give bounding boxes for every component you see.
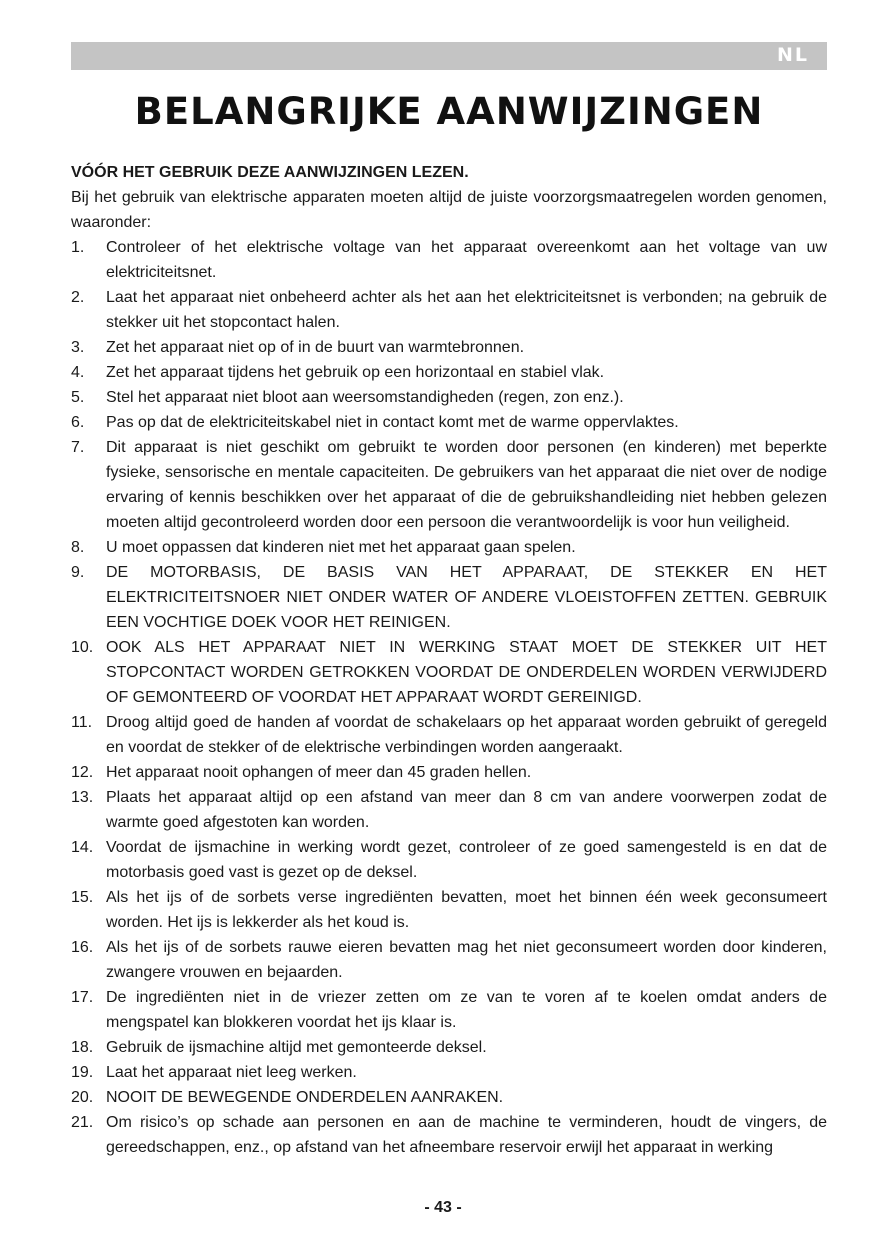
list-item-text: Controleer of het elektrische voltage van het apparaat overeenkomt aan het voltage van uw elektriciteitsnet. [106, 239, 827, 281]
list-item [71, 985, 827, 1035]
list-item-number: 14. [71, 839, 94, 856]
list-item-number: 12. [71, 764, 94, 781]
list-item-text: Plaats het apparaat altijd op een afstand van meer dan 8 cm van andere voorwerpen zodat de warmte goed afgestoten kan worden. [106, 789, 827, 831]
page-title: BELANGRIJKE AANWIJZINGEN [134, 90, 764, 133]
list-item-number: 5. [71, 389, 85, 406]
list-item-number: 7. [71, 439, 85, 456]
list-item-text: Als het ijs of de sorbets rauwe eieren bevatten mag het niet geconsumeert worden door kinderen, zwangere vrouwen en bejaarden. [106, 939, 827, 981]
list-item-number: 17. [71, 989, 94, 1006]
language-code: NL [776, 44, 809, 66]
list-item-text: NOOIT DE BEWEGENDE ONDERDELEN AANRAKEN. [106, 1089, 504, 1106]
intro-paragraph: Bij het gebruik van elektrische apparaten moeten altijd de juiste voorzorgsmaatregelen worden genomen, waaronder: [71, 189, 827, 231]
list-item-text: Dit apparaat is niet geschikt om gebruikt te worden door personen (en kinderen) met beperkte fysieke, sensorische en mentale capaciteiten. De gebruikers van het apparaat die niet over de nodige ervaring of kennis beschikken over het apparaat of die de gebruikshandleiding niet hebben gelezen moeten altijd gecontroleerd worden door een persoon die verantwoordelijk is voor hun veiligheid. [106, 439, 827, 531]
list-item-text: De ingrediënten niet in de vriezer zetten om ze van te voren af te koelen omdat anders de mengspatel kan blokkeren voordat het ijs klaar is. [106, 989, 827, 1031]
list-item-text: Stel het apparaat niet bloot aan weersomstandigheden (regen, zon enz.). [106, 389, 624, 406]
list-item-text: U moet oppassen dat kinderen niet met het apparaat gaan spelen. [106, 539, 576, 556]
list-item [71, 835, 827, 885]
list-item [71, 1110, 827, 1160]
list-item [71, 235, 827, 285]
instruction-list [71, 235, 827, 1160]
list-item-text: Zet het apparaat tijdens het gebruik op een horizontaal en stabiel vlak. [106, 364, 605, 381]
page-number: - 43 - [424, 1199, 462, 1216]
list-item [71, 535, 827, 560]
list-item-text: Laat het apparaat niet leeg werken. [106, 1064, 357, 1081]
list-item-text: Gebruik de ijsmachine altijd met gemonteerde deksel. [106, 1039, 487, 1056]
list-item [71, 785, 827, 835]
list-item-text: Voordat de ijsmachine in werking wordt gezet, controleer of ze goed samengesteld is en dat de motorbasis goed vast is gezet op de deksel. [106, 839, 827, 881]
list-item-number: 1. [71, 239, 85, 256]
list-item [71, 410, 827, 435]
section-subheading: VÓÓR HET GEBRUIK DEZE AANWIJZINGEN LEZEN. [71, 164, 469, 181]
list-item [71, 760, 827, 785]
list-item-number: 8. [71, 539, 85, 556]
list-item-number: 11. [71, 714, 93, 731]
list-item-number: 4. [71, 364, 85, 381]
list-item-number: 15. [71, 889, 94, 906]
list-item [71, 560, 827, 635]
list-item [71, 1085, 827, 1110]
list-item-number: 9. [71, 564, 85, 581]
list-item [71, 1060, 827, 1085]
list-item [71, 385, 827, 410]
list-item [71, 710, 827, 760]
list-item-number: 18. [71, 1039, 94, 1056]
list-item-number: 10. [71, 639, 94, 656]
list-item-text: Om risico’s op schade aan personen en aan de machine te verminderen, houdt de vingers, de gereedschappen, enz., op afstand van het afneembare reservoir erwijl het apparaat in werking [106, 1114, 827, 1156]
list-item-text: DE MOTORBASIS, DE BASIS VAN HET APPARAAT, DE STEKKER EN HET ELEKTRICITEITSNOER NIET ONDER WATER OF ANDERE VLOEISTOFFEN ZETTEN. GEBRUIK EEN VOCHTIGE DOEK VOOR HET REINIGEN. [106, 564, 827, 631]
list-item-number: 2. [71, 289, 85, 306]
list-item-text: Laat het apparaat niet onbeheerd achter als het aan het elektriciteitsnet is verbonden; na gebruik de stekker uit het stopcontact halen. [106, 289, 827, 331]
list-item-number: 20. [71, 1089, 94, 1106]
list-item-text: Het apparaat nooit ophangen of meer dan 45 graden hellen. [106, 764, 532, 781]
list-item [71, 1035, 827, 1060]
list-item-text: Droog altijd goed de handen af voordat de schakelaars op het apparaat worden gebruikt of geregeld en voordat de stekker of de elektrische verbindingen worden aangeraakt. [106, 714, 827, 756]
list-item [71, 285, 827, 335]
list-item-text: Als het ijs of de sorbets verse ingrediënten bevatten, moet het binnen één week geconsumeert worden. Het ijs is lekkerder als het koud is. [106, 889, 827, 931]
list-item [71, 635, 827, 710]
list-item [71, 885, 827, 935]
list-item-text: Pas op dat de elektriciteitskabel niet in contact komt met de warme oppervlaktes. [106, 414, 679, 431]
list-item-number: 13. [71, 789, 94, 806]
list-item-text: Zet het apparaat niet op of in de buurt van warmtebronnen. [106, 339, 525, 356]
document-body [71, 160, 827, 1160]
list-item [71, 435, 827, 535]
list-item-number: 3. [71, 339, 85, 356]
list-item-number: 19. [71, 1064, 94, 1081]
list-item [71, 935, 827, 985]
list-item [71, 335, 827, 360]
list-item [71, 360, 827, 385]
language-header-bar [71, 42, 827, 70]
list-item-number: 21. [71, 1114, 94, 1131]
list-item-text: OOK ALS HET APPARAAT NIET IN WERKING STAAT MOET DE STEKKER UIT HET STOPCONTACT WORDEN GETROKKEN VOORDAT DE ONDERDELEN WORDEN VERWIJDERD OF GEMONTEERD OF VOORDAT HET APPARAAT WORDT GEREINIGD. [106, 639, 827, 706]
list-item-number: 16. [71, 939, 94, 956]
list-item-number: 6. [71, 414, 85, 431]
